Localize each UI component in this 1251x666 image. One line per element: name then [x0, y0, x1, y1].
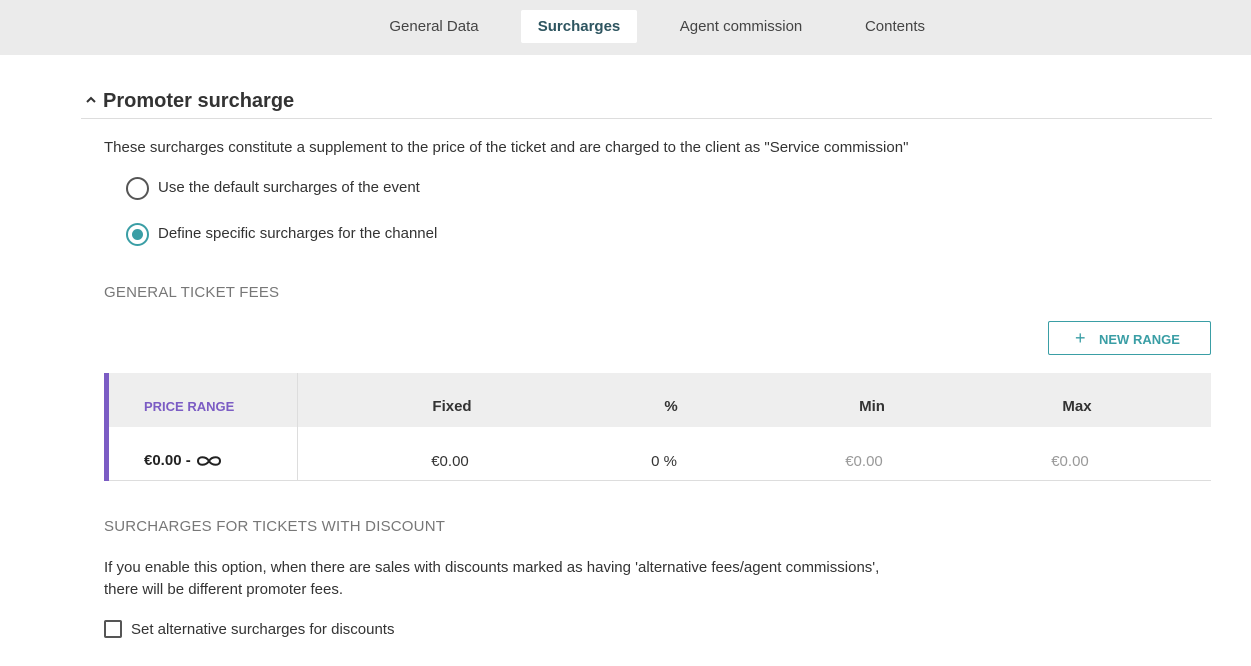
header-fixed: Fixed	[432, 398, 472, 415]
tab-contents[interactable]: Contents	[864, 18, 926, 35]
discount-surcharges-heading: SURCHARGES FOR TICKETS WITH DISCOUNT	[104, 518, 446, 535]
fees-table	[104, 373, 1211, 481]
tab-bar	[0, 0, 1251, 55]
header-percent: %	[664, 398, 678, 415]
range-start: €0.00 -	[144, 452, 191, 469]
radio-button[interactable]	[126, 177, 149, 200]
cell-percent[interactable]: 0 %	[651, 453, 677, 470]
new-range-label: NEW RANGE	[1099, 332, 1180, 347]
cell-min[interactable]: €0.00	[845, 453, 883, 470]
tab-general-data[interactable]: General Data	[389, 18, 479, 35]
section-description: These surcharges constitute a supplement to the price of the ticket and are charged to the client as "Service commission"	[104, 139, 909, 156]
discount-description-line2: there will be different promoter fees.	[104, 581, 344, 598]
alternative-surcharges-checkbox[interactable]	[104, 620, 122, 638]
chevron-up-icon[interactable]	[84, 93, 98, 107]
radio-label: Use the default surcharges of the event	[158, 179, 420, 196]
radio-label: Define specific surcharges for the channel	[158, 225, 438, 242]
section-title: Promoter surcharge	[103, 90, 295, 112]
cell-max[interactable]: €0.00	[1051, 453, 1089, 470]
header-max: Max	[1062, 398, 1092, 415]
column-divider	[297, 373, 298, 481]
new-range-button[interactable]	[1048, 321, 1211, 355]
discount-description-line1: If you enable this option, when there are sales with discounts marked as having 'alternative fees/agent commissions',	[104, 559, 880, 576]
section-header	[81, 88, 1212, 119]
discount-description	[104, 557, 964, 601]
cell-fixed[interactable]: €0.00	[431, 453, 469, 470]
infinity-icon	[195, 454, 223, 468]
radio-button[interactable]	[126, 223, 149, 246]
table-row-range	[144, 452, 223, 469]
tab-surcharges[interactable]: Surcharges	[521, 10, 637, 43]
header-min: Min	[859, 398, 885, 415]
plus-icon: +	[1075, 328, 1086, 348]
tab-agent-commission[interactable]: Agent commission	[679, 18, 803, 35]
checkbox-label: Set alternative surcharges for discounts	[131, 621, 395, 638]
general-ticket-fees-heading: GENERAL TICKET FEES	[104, 284, 280, 301]
header-price-range: PRICE RANGE	[144, 399, 235, 414]
